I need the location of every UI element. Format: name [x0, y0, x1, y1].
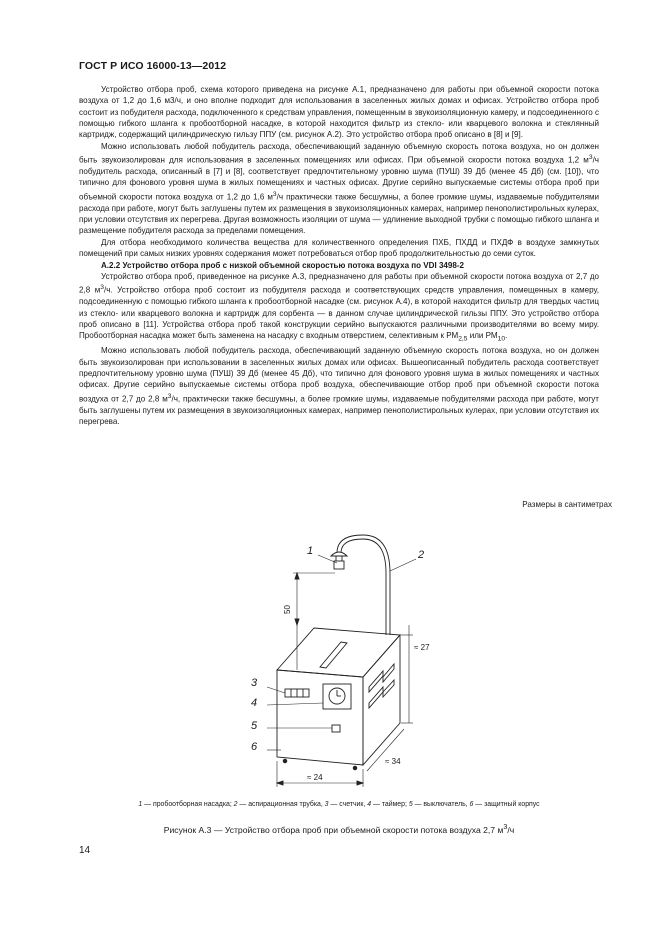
sampler-diagram: [215, 525, 475, 800]
label-6: 6: [251, 741, 258, 753]
label-1: 1: [307, 545, 314, 557]
page-number: 14: [79, 845, 91, 856]
label-5: 5: [251, 720, 258, 732]
label-3: 3: [251, 677, 258, 689]
dim-24: ≈ 24: [307, 773, 323, 782]
section-heading: А.2.2 Устройство отбора проб с низкой объемной скоростью потока воздуха по VDI 3498-2: [101, 260, 465, 270]
paragraph-2: Можно использовать любой побудитель расхода, обеспечивающий заданную объемную скорость потока воздуха, но он должен быть звукоизолирован для использования в заселенных помещениях или офисах. При объемной скорости потока воздуха 1,2 $м^3/ч$ побудитель расхода, описанный в [7] и [8], соответствует предпочтительному уровню шума (ПУШ) 39 Дб (менее 45 Дб) (см. [10]), что типично для фонового уровня шума в жилых помещениях и частных офисах. Другие серийно выпускаемые системы отбора проб при объемной скорости потока воздуха от 1,2 до 1,6 $м^3/ч$ практически также бесшумны, а более громкие шумы, издаваемые побудителями расхода при работе, могут быть заглушены путем их размещения в звукоизоляционных камерах, например пенополистирольных кулерах, при условии отсутствия их перегрева. Другая возможность изоляции от шума — удлинение выходной трубки с помощью гибкого шланга и размещение побудителя расхода за пределами помещения.: [79, 141, 599, 236]
document-header: ГОСТ Р ИСО 16000-13—2012: [79, 60, 227, 72]
dim-27: ≈ 27: [414, 643, 430, 652]
paragraph-4: Устройство отбора проб, приведенное на рисунке А.3, предназначено для работы при объемной скорости потока воздуха от 2,7 до 2,8 $м^3/ч$. Устройство отбора проб состоит из побудителя расхода и соответствующих средств управления, помещенных в камеру, подсоединенную с помощью гибкого шланга к пробоотборной насадке (см. рисунок А.4), в которой находится фильтр для твердых частиц из стекло- или кварцевого волокна и картридж для сорбента — в данном случае цилиндрической гильзы ППУ. Это устройство отбора проб описано в [11]. Устройства отбора проб такой конструкции серийно выпускаются различными производителями во всему миру. Пробоотборная насадка может быть заменена на насадку с входным отверстием, селективным к $РМ_{2,5}$ или $РМ_{10}$.: [79, 271, 599, 343]
top-slot: [320, 642, 347, 668]
aspiration-tube: [341, 539, 386, 635]
vent-4: [383, 680, 394, 697]
label-4: 4: [251, 697, 258, 709]
paragraph-1: Устройство отбора проб, схема которого приведена на рисунке А.1, предназначено для работы при объемной скорости потока воздуха от 1,2 до 1,6 м3/ч, и оно вполне подходит для использования в заселенных жилых домах и офисах. Устройство отбора проб состоит из побудителя расхода, подключенного к средствам управления, помещенным в звукоизоляционную камеру, и подсоединенного с помощью гибкого шланга к пробоотборной насадке, в которой находится фильтр из стекло- или кварцевого волокна и стеклянный картридж, содержащий цилиндрическую гильзу ППУ (см. рисунок А.2). Это устройство отбора проб описано в [8] и [9].: [79, 85, 599, 140]
dim-34: ≈ 34: [385, 757, 401, 766]
sampling-head: [331, 552, 347, 556]
housing-side-face: [363, 635, 400, 765]
sizes-note: Размеры в сантиметрах: [522, 500, 612, 509]
switch-box: [332, 725, 340, 732]
paragraph-3: Для отбора необходимого количества вещества для количественного определения ПХБ, ПХДД и ПХДФ в воздухе замкнутых помещений при самых низких уровнях содержания может потребоваться отбор проб продолжительностью до семи суток.: [79, 237, 599, 259]
figure-legend: 1 — пробоотборная насадка; 2 — аспирационная трубка, 3 — счетчик, 4 — таймер; 5 — выключатель, 6 — защитный корпус: [138, 801, 540, 808]
figure-caption: Рисунок А.3 — Устройство отбора проб при объемной скорости потока воздуха 2,7 $м^3/ч$: [163, 823, 515, 835]
label-2: 2: [418, 549, 425, 561]
paragraph-5: Можно использовать любой побудитель расхода, обеспечивающий заданную объемную скорость потока воздуха, но он должен быть звукоизолирован при использовании в заселенных жилых домах или офисах. Вышеописанный побудитель расхода соответствует предпочтительному уровню шума (ПУШ) 39 Дб (менее 45 Дб), что типично для фонового уровня шума в жилых помещениях и частных офисах. Другие серийно выпускаемые системы отбора проб воздуха, обеспечивающие отбор проб при объемной скорости потока воздуха от 2,7 до 2,8 $м^3/ч$, практически также бесшумны, а более громкие шумы, издаваемые побудителями расхода при работе, могут быть заглушены путем их размещения в звукоизоляционных камерах, например пенополистирольных кулерах, при условии отсутствия их перегрева.: [79, 346, 599, 426]
dim-50: 50: [282, 605, 292, 614]
vent-2: [383, 664, 394, 682]
body-text: [79, 84, 599, 427]
figure-sampler-drawing: [215, 525, 475, 800]
